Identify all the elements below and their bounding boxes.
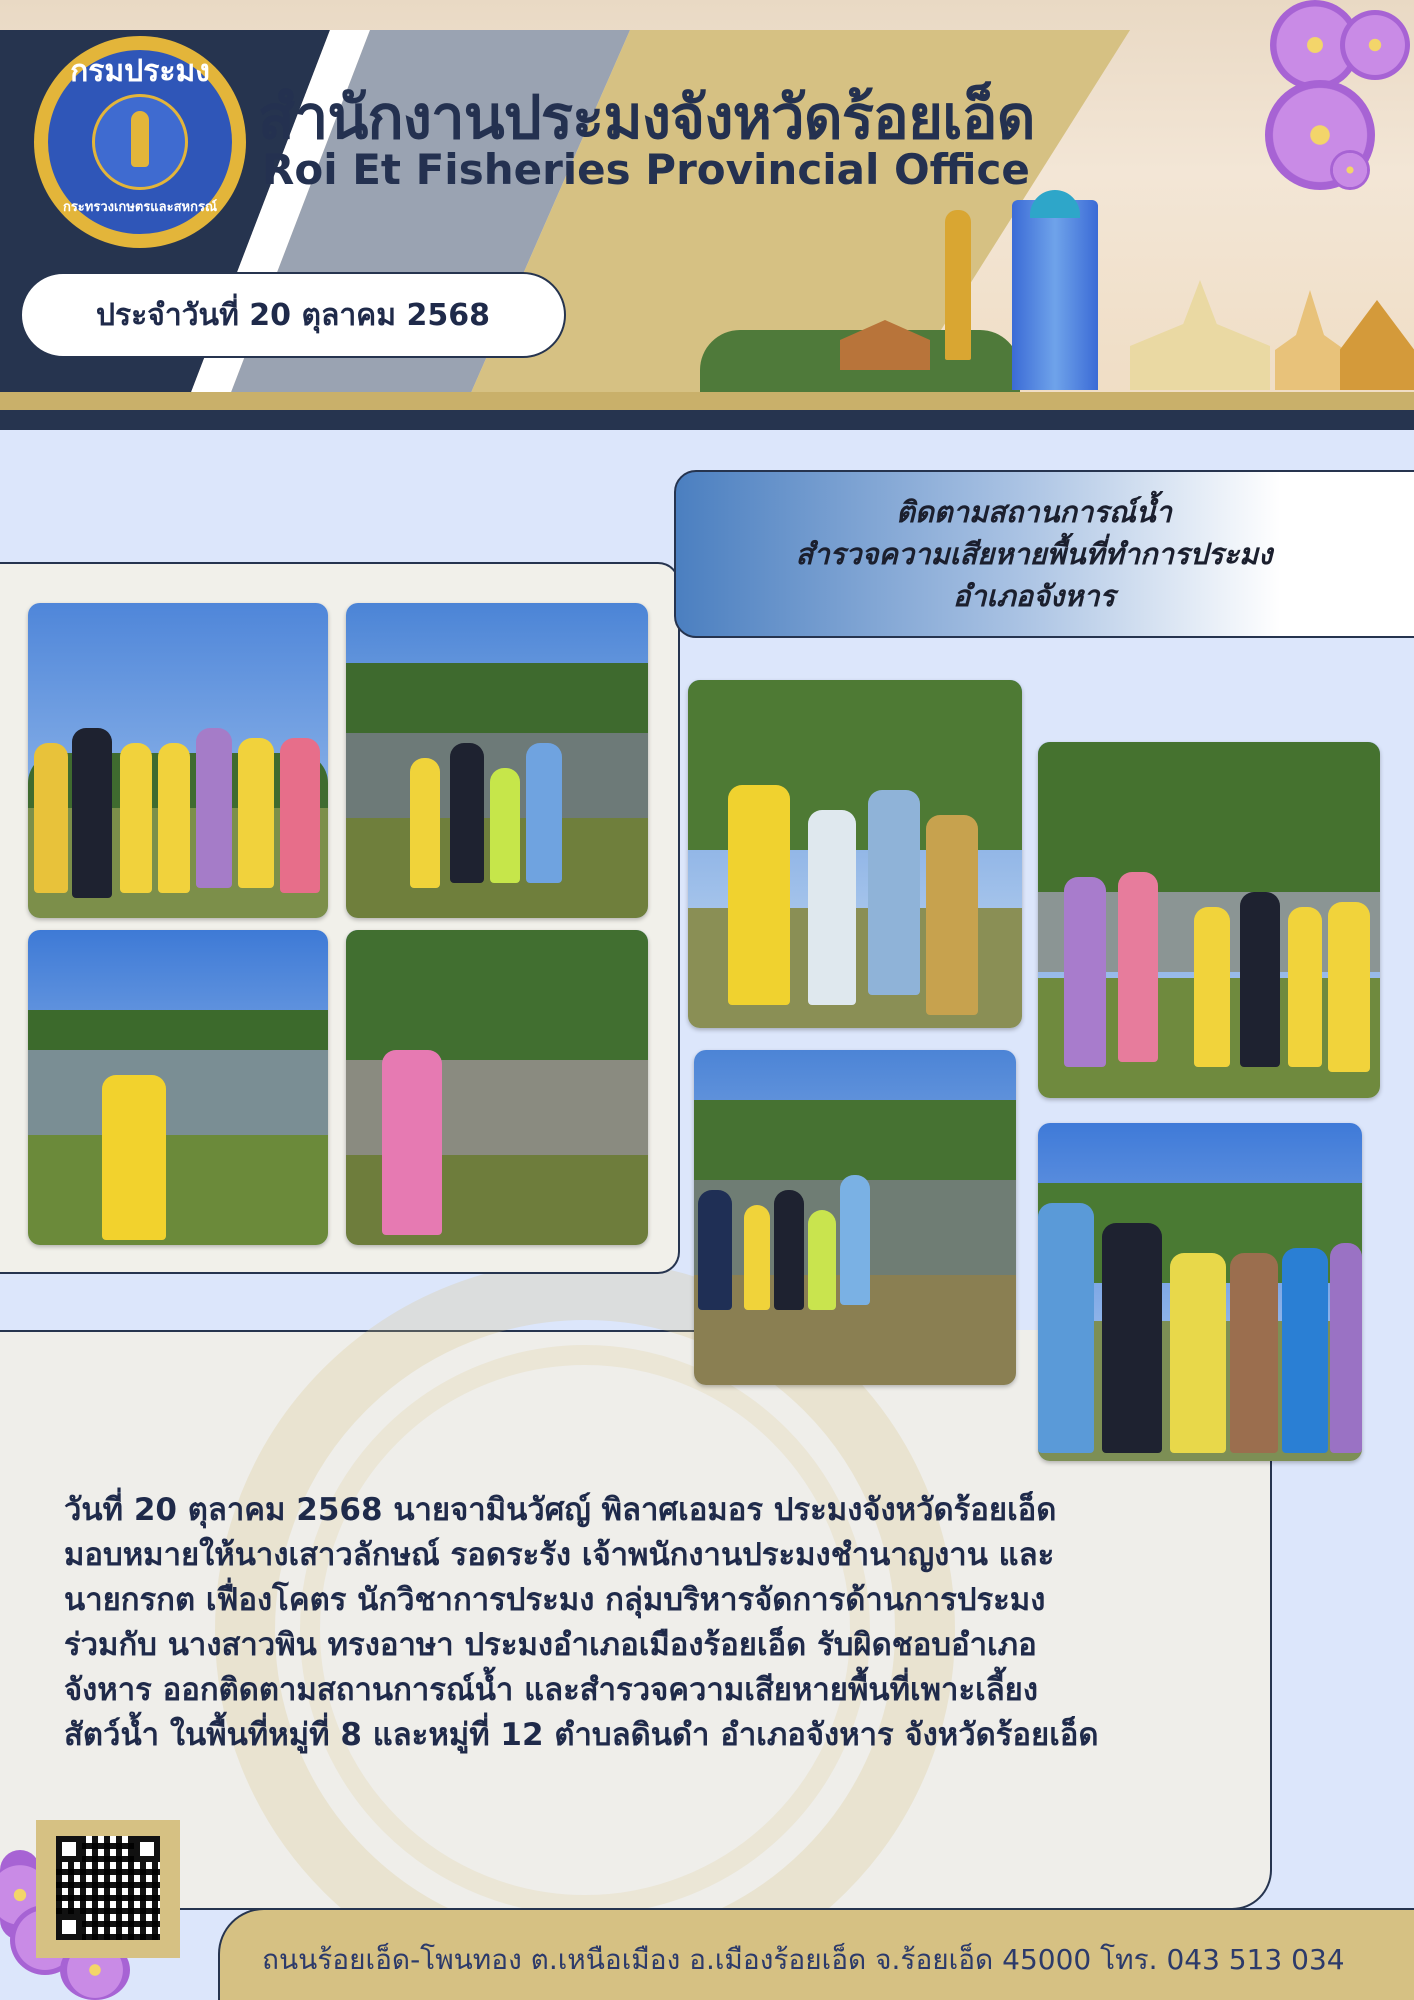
headline-box bbox=[674, 470, 1414, 638]
photo-group-pond-1 bbox=[346, 603, 648, 918]
photo-woman-pointing-fishcage bbox=[28, 930, 328, 1245]
skyline-stupa bbox=[1275, 290, 1345, 390]
news-paragraph: วันที่ 20 ตุลาคม 2568 นายจามินวัศญ์ พิลาศเอมอร ประมงจังหวัดร้อยเอ็ด มอบหมายให้นางเสาวลักษณ์ รอดระรัง เจ้าพนักงานประมงชำนาญงาน และ นายกรกต เฟื่องโคตร นักวิชาการประมง กลุ่มบริหารจัดการด้านการประมง ร่วมกับ นางสาวพิน ทรงอาษา ประมงอำเภอเมืองร้อยเอ็ด รับผิดชอบอำเภอ จังหาร ออกติดตามสถานการณ์น้ำ และสำรวจความเสียหายพื้นที่เพาะเลี้ยง สัตว์น้ำ ในพื้นที่หมู่ที่ 8 และหมู่ที่ 12 ตำบลดินดำ อำเภอจังหาร จังหวัดร้อยเอ็ด bbox=[64, 1492, 1099, 1753]
photo-group-banana-trees bbox=[1038, 1123, 1362, 1461]
banner-gold-rule bbox=[0, 392, 1414, 410]
qr-finder-icon bbox=[56, 1914, 82, 1940]
photo-man-pointing-flood bbox=[346, 930, 648, 1245]
facebook-qr-code[interactable] bbox=[56, 1836, 160, 1940]
flower-bud-icon bbox=[1330, 150, 1370, 190]
footer-address: ถนนร้อยเอ็ด-โพนทอง ต.เหนือเมือง อ.เมืองร้อยเอ็ด จ.ร้อยเอ็ด 45000 โทร. 043 513 034 bbox=[262, 1943, 1345, 1976]
skyline-buddha-statue bbox=[945, 210, 971, 360]
date-text: ประจำวันที่ 20 ตุลาคม 2568 bbox=[96, 297, 490, 333]
logo-deity-icon bbox=[92, 94, 188, 190]
photo-group-riverbank-1 bbox=[28, 603, 328, 918]
headline-line-1: ติดตามสถานการณ์น้ำ bbox=[896, 495, 1172, 529]
flower-icon bbox=[1340, 10, 1410, 80]
office-title-english: Roi Et Fisheries Provincial Office bbox=[262, 145, 1030, 194]
headline-line-2: สำรวจความเสียหายพื้นที่ทำการประมง bbox=[795, 537, 1273, 571]
photo-group-pond-net bbox=[694, 1050, 1016, 1385]
qr-finder-icon bbox=[134, 1836, 160, 1862]
department-of-fisheries-logo bbox=[34, 36, 246, 248]
skyline-pagoda bbox=[1130, 280, 1270, 390]
skyline-tower-dome bbox=[1030, 190, 1080, 218]
skyline-tower bbox=[1012, 200, 1098, 390]
date-badge bbox=[20, 272, 566, 358]
office-title-thai: สำนักงานประมงจังหวัดร้อยเอ็ด bbox=[258, 83, 1035, 153]
banner-navy-rule bbox=[0, 410, 1414, 430]
logo-text-top: กรมประมง bbox=[70, 54, 210, 89]
photo-group-coconut bbox=[688, 680, 1022, 1028]
headline-line-3: อำเภอจังหาร bbox=[952, 579, 1116, 613]
qr-finder-icon bbox=[56, 1836, 82, 1862]
logo-text-bottom: กระทรวงเกษตรและสหกรณ์ bbox=[62, 200, 218, 215]
skyline-temple bbox=[1340, 300, 1414, 390]
photo-group-trees bbox=[1038, 742, 1380, 1098]
header-banner bbox=[0, 0, 1414, 430]
